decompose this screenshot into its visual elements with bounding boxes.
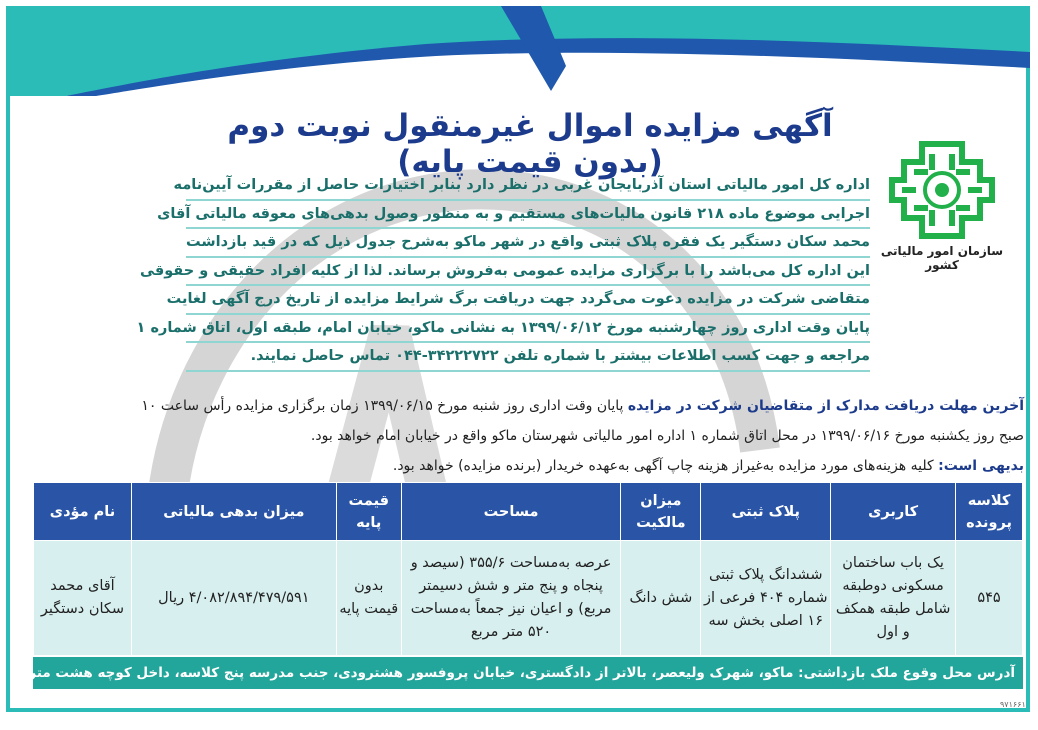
header-file-number: کلاسه پرونده <box>956 483 1023 541</box>
paragraph-line: پایان وقت اداری روز چهارشنبه مورخ ۱۳۹۹/۰۶/۱۲ به نشانی ماکو، خیابان امام، طبقه اول، اتاق شماره ۱ <box>186 315 870 344</box>
paragraph-line: مراجعه و جهت کسب اطلاعات بیشتر با شماره تلفن ۳۴۲۲۲۷۲۲-۰۴۴ تماس حاصل نمایند. <box>186 343 870 372</box>
header-band <box>6 6 1030 96</box>
paragraph-line: متقاضی شرکت در مزایده دعوت می‌گردد جهت دریافت برگ شرایط مزایده از تاریخ درج آگهی لغایت <box>186 286 870 315</box>
auction-notes <box>28 392 1024 482</box>
ad-title: آگهی مزایده اموال غیرمنقول نوبت دوم (بدون قیمت پایه) <box>227 108 833 180</box>
header-base-price: قیمت پایه <box>336 483 401 541</box>
auction-time-text: صبح روز یکشنبه مورخ ۱۳۹۹/۰۶/۱۶ در محل اتاق شماره ۱ اداره امور مالیاتی شهرستان ماکو واقع در خیابان امام خواهد بود. <box>310 428 1024 444</box>
cell-tax-debt: ۴/۰۸۲/۸۹۴/۴۷۹/۵۹۱ ریال <box>131 541 336 656</box>
cell-taxpayer-name: آقای محمد سکان دستگیر <box>34 541 132 656</box>
cell-area: عرصه به‌مساحت ۳۵۵/۶ (سیصد و پنجاه و پنج متر و شش دسیمتر مربع) و اعیان نیز جمعاً به‌مساحت ۵۲۰ متر مربع <box>401 541 621 656</box>
paragraph-line: اجرایی موضوع ماده ۲۱۸ قانون مالیات‌های مستقیم و به منظور وصول بدهی‌های معوقه مالیاتی آقای <box>186 201 870 230</box>
paragraph-line: این اداره کل می‌باشد را با برگزاری مزایده عمومی به‌فروش برساند. لذا از کلیه افراد حقیقی و حقوقی <box>186 258 870 287</box>
obvious-label: بدیهی است: <box>938 458 1024 474</box>
header-registration-plate: پلاک ثبتی <box>701 483 831 541</box>
property-table <box>33 482 1023 656</box>
cell-usage: یک باب ساختمان مسکونی دوطبقه شامل طبقه همکف و اول <box>831 541 956 656</box>
header-taxpayer-name: نام مؤدی <box>34 483 132 541</box>
intro-paragraph <box>136 172 870 372</box>
header-tax-debt: میزان بدهی مالیاتی <box>131 483 336 541</box>
header-usage: کاربری <box>831 483 956 541</box>
paragraph-line: اداره کل امور مالیاتی استان آذربایجان غربی در نظر دارد بنابر اختیارات حاصل از مقررات آیین‌نامه <box>186 172 870 201</box>
paragraph-line: محمد سکان دستگیر یک فقره پلاک ثبتی واقع در شهر ماکو به‌شرح جدول ذیل که در قید بازداشت <box>186 229 870 258</box>
deadline-text: پایان وقت اداری روز شنبه مورخ ۱۳۹۹/۰۶/۱۵ زمان برگزاری مزایده رأس ساعت ۱۰ <box>141 398 624 414</box>
costs-text: کلیه هزینه‌های مورد مزایده به‌غیراز هزینه چاپ آگهی به‌عهده خریدار (برنده مزایده) خواهد بود. <box>392 458 934 474</box>
property-address: آدرس محل وقوع ملک بازداشتی: ماکو، شهرک ولیعصر، بالاتر از دادگستری، خیابان پروفسور هشترودی، جنب مدرسه پنج کلاسه، داخل کوچه هشت متری <box>33 657 1023 689</box>
header-area: مساحت <box>401 483 621 541</box>
cell-registration-plate: ششدانگ پلاک ثبتی شماره ۴۰۴ فرعی از ۱۶ اصلی بخش سه <box>701 541 831 656</box>
cell-file-number: ۵۴۵ <box>956 541 1023 656</box>
deadline-label: آخرین مهلت دریافت مدارک از متقاضیان شرکت در مزایده <box>627 398 1024 414</box>
cell-ownership: شش دانگ <box>621 541 701 656</box>
table-header-row <box>34 483 1023 541</box>
header-ownership: میزان مالکیت <box>621 483 701 541</box>
cell-base-price: بدون قیمت پایه <box>336 541 401 656</box>
tax-organization-logo <box>888 140 996 240</box>
table-row <box>34 541 1023 656</box>
organization-name: سازمان امور مالیاتی کشور <box>880 244 1004 272</box>
ad-code: ۹۷۱۶۶۱ <box>1000 700 1026 709</box>
